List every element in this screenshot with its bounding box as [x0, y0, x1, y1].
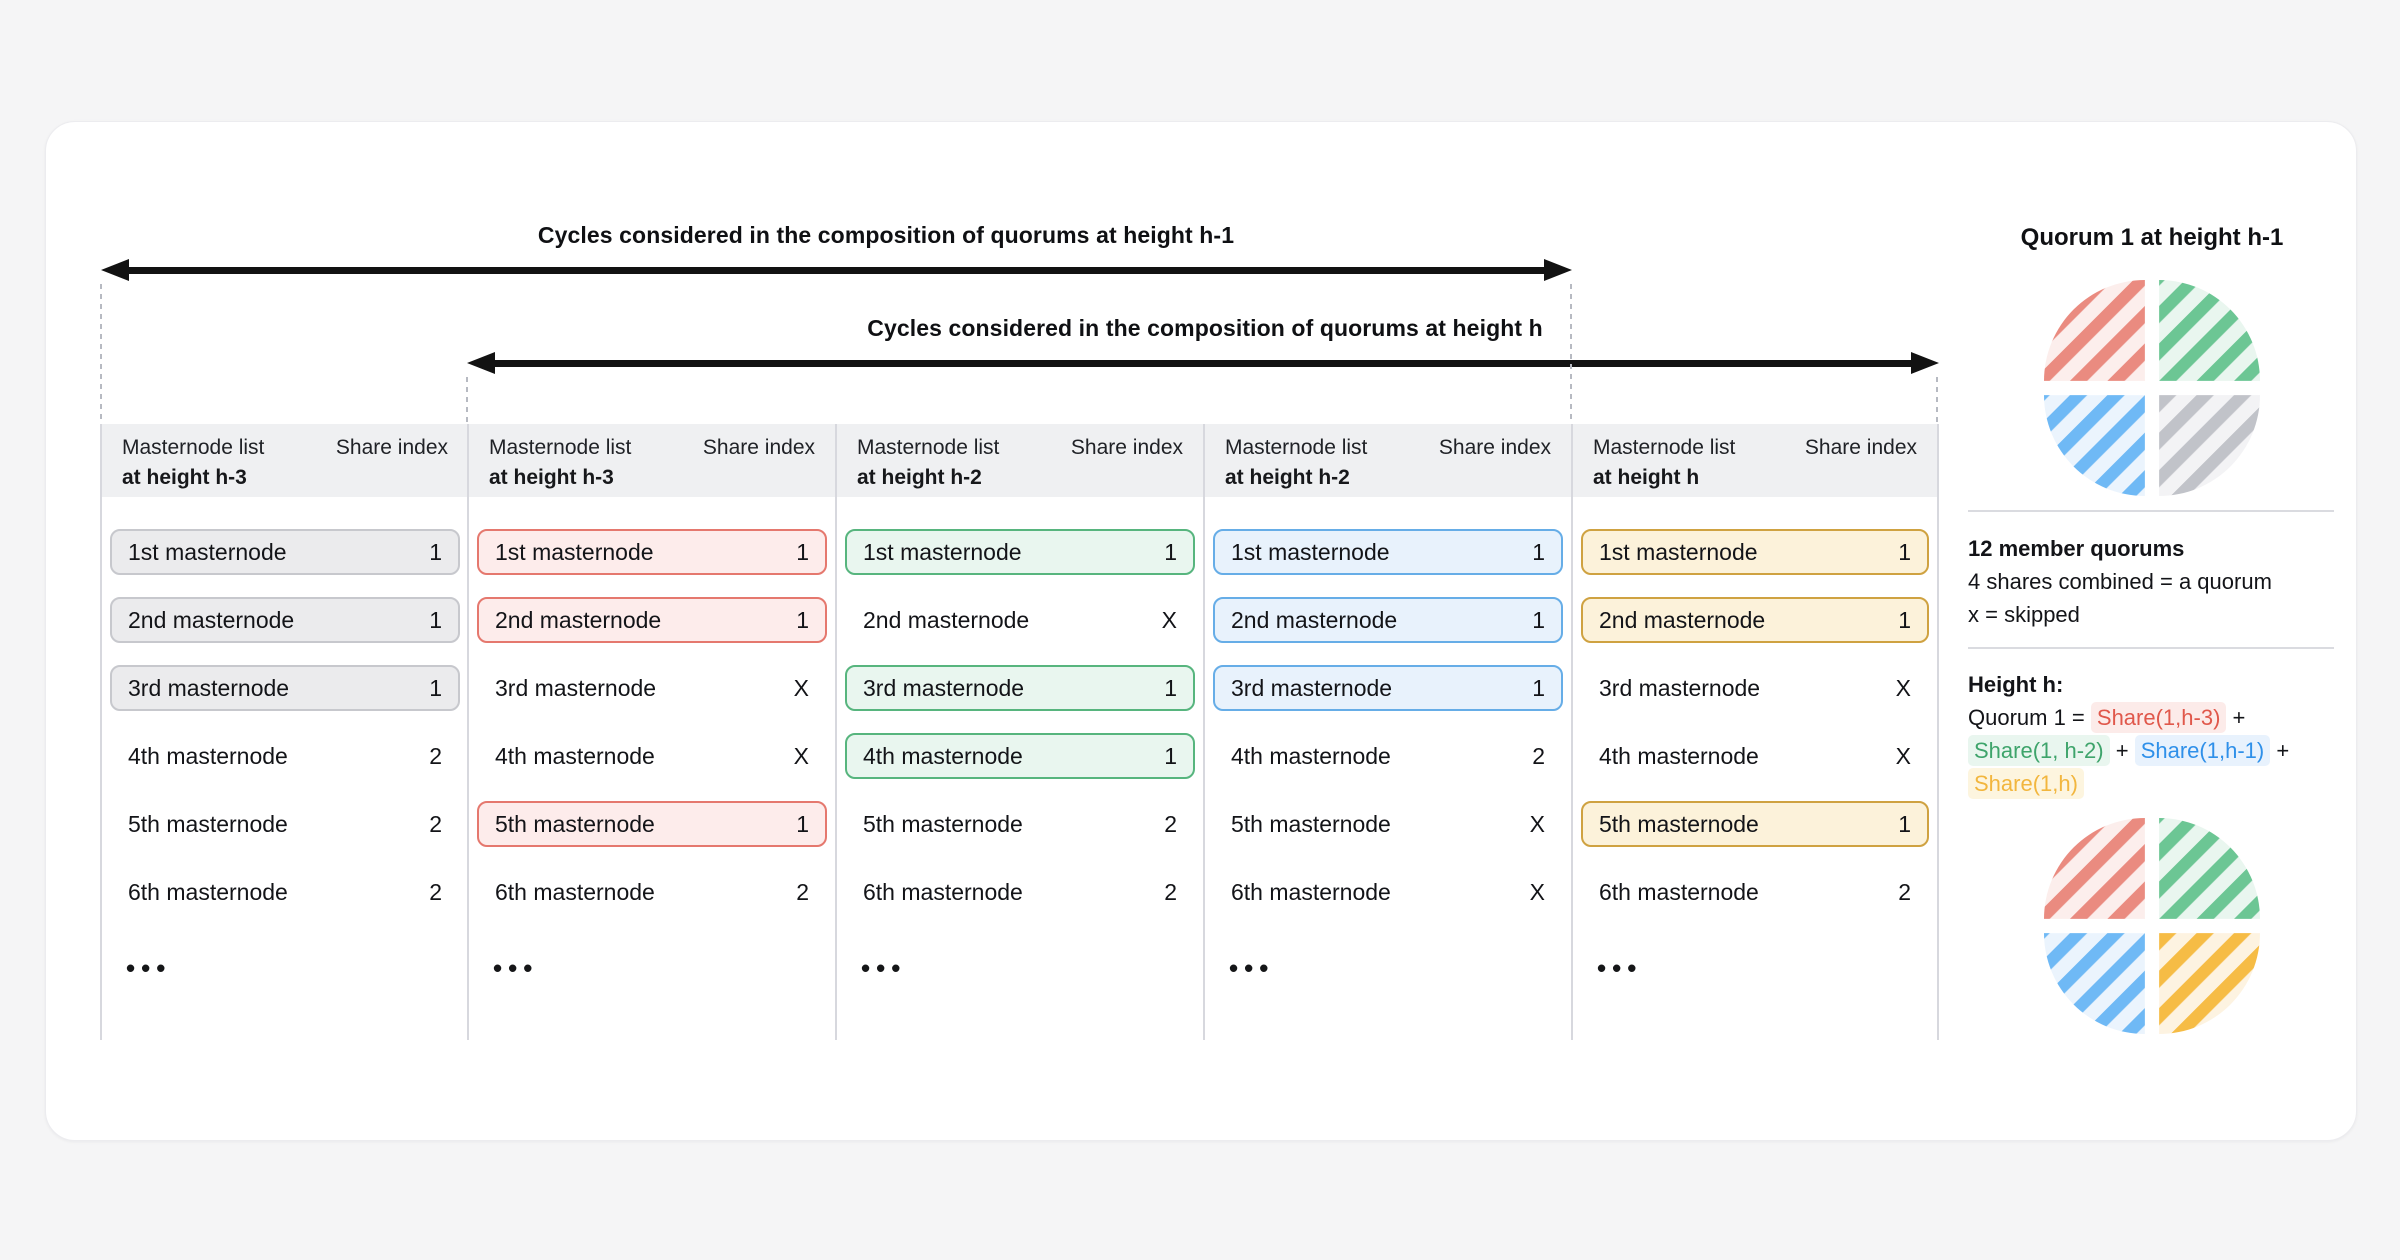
column-header-top-row [489, 436, 815, 460]
masternode-row-highlighted [1581, 529, 1929, 575]
plus-sign: + [2270, 738, 2290, 763]
column-header-height: at height h-3 [489, 466, 614, 489]
formula-line-3 [1968, 767, 2368, 800]
column-header [102, 424, 468, 497]
masternode-row-highlighted [845, 529, 1195, 575]
legend-members-line: 12 member quorums [1968, 536, 2185, 561]
masternode-row [1581, 733, 1929, 779]
cycles-range-h-arrow [467, 352, 1939, 374]
share-index-value: 2 [1898, 878, 1911, 905]
share-index-value: X [1529, 810, 1545, 837]
masternode-row-highlighted [110, 529, 460, 575]
share-index-value: 1 [796, 810, 809, 837]
share-index-value: 2 [429, 742, 442, 769]
column-header-height: at height h-2 [857, 466, 982, 489]
masternode-row-highlighted [477, 597, 827, 643]
column-header [837, 424, 1203, 497]
share-index-value: 1 [1164, 742, 1177, 769]
masternode-row-highlighted [110, 665, 460, 711]
side-panel-divider [1968, 647, 2334, 649]
cycles-quorums-h-1-label: Cycles considered in the composition of quorums at height h-1 [537, 222, 1235, 248]
arrow-right-icon [1544, 259, 1572, 281]
column-header-top-row [1593, 436, 1917, 460]
masternode-row [845, 597, 1195, 643]
legend-skipped-line: x = skipped [1968, 602, 2080, 627]
masternode-row [1581, 869, 1929, 915]
column-header-height: at height h-2 [1225, 466, 1350, 489]
masternode-label: 3rd masternode [495, 674, 657, 701]
share-h-1-term: Share(1,h-1) [2135, 735, 2271, 766]
share-index-value: 1 [1898, 606, 1911, 633]
pie-quadrant-blue-striped [2044, 933, 2145, 1034]
pie-quadrant-red-striped [2044, 818, 2145, 919]
share-index-value: X [793, 674, 809, 701]
column-header-top-row [857, 436, 1183, 460]
column-header-share-index: Share index [702, 436, 815, 459]
share-index-value: 1 [429, 538, 442, 565]
share-index-value: 1 [1898, 538, 1911, 565]
quorum-title: Quorum 1 at height h-1 [2020, 224, 2284, 251]
column-header [469, 424, 835, 497]
pie-quadrant-green-striped [2159, 280, 2260, 381]
share-index-value: 1 [1532, 606, 1545, 633]
masternode-list-column-5 [1571, 424, 1939, 1040]
plus-sign: + [2109, 738, 2135, 763]
masternode-row-highlighted [845, 665, 1195, 711]
pie-quadrant-gray-striped [2159, 395, 2260, 496]
share-h-2-term: Share(1, h-2) [1968, 735, 2110, 766]
dotted-guide-line [100, 284, 102, 424]
quorum-pie-h [2044, 818, 2260, 1034]
masternode-row-highlighted [1213, 597, 1563, 643]
share-index-value: X [1529, 878, 1545, 905]
more-rows-ellipsis-icon: ••• [1597, 953, 1643, 983]
masternode-label: 2nd masternode [863, 606, 1030, 633]
column-header-title: Masternode list [1593, 436, 1736, 459]
masternode-row [845, 801, 1195, 847]
formula-line-1 [1968, 701, 2368, 734]
masternode-row [110, 869, 460, 915]
masternode-label: 1st masternode [1231, 538, 1390, 565]
column-header-share-index: Share index [1804, 436, 1917, 459]
column-header-title: Masternode list [857, 436, 1000, 459]
masternode-rows [1205, 497, 1571, 915]
masternode-row [1581, 665, 1929, 711]
share-index-value: 2 [1532, 742, 1545, 769]
masternode-list-column-1 [100, 424, 468, 1040]
masternode-rows [1573, 497, 1937, 915]
column-header-title: Masternode list [1225, 436, 1368, 459]
height-h-formula [1968, 668, 2368, 800]
masternode-row [1213, 869, 1563, 915]
column-header-height: at height h-3 [122, 466, 247, 489]
masternode-row-highlighted [477, 529, 827, 575]
column-header [1573, 424, 1937, 497]
share-index-value: 1 [1532, 674, 1545, 701]
column-header-top-row [1225, 436, 1551, 460]
share-index-value: X [793, 742, 809, 769]
share-index-value: 1 [1898, 810, 1911, 837]
pie-quadrant-yellow-striped [2159, 933, 2260, 1034]
masternode-label: 4th masternode [863, 742, 1023, 769]
dotted-guide-line [466, 377, 468, 424]
quorum-legend [1968, 532, 2358, 631]
masternode-label: 1st masternode [863, 538, 1022, 565]
more-rows-ellipsis-icon: ••• [861, 953, 907, 983]
masternode-row-highlighted [1213, 665, 1563, 711]
masternode-label: 5th masternode [495, 810, 655, 837]
formula-prefix: Quorum 1 = [1968, 705, 2091, 730]
masternode-label: 4th masternode [1599, 742, 1759, 769]
share-index-value: 1 [429, 606, 442, 633]
column-header-title: Masternode list [489, 436, 632, 459]
legend-shares-line: 4 shares combined = a quorum [1968, 569, 2272, 594]
dotted-guide-line [1570, 284, 1572, 424]
side-panel-divider [1968, 510, 2334, 512]
masternode-rows [102, 497, 468, 915]
formula-heading: Height h: [1968, 672, 2064, 697]
masternode-list-column-2 [467, 424, 835, 1040]
pie-quadrant-green-striped [2159, 818, 2260, 919]
column-header-height: at height h [1593, 466, 1700, 489]
share-index-value: 1 [1532, 538, 1545, 565]
more-rows-ellipsis-icon: ••• [493, 953, 539, 983]
arrow-shaft [117, 267, 1556, 274]
arrow-shaft [483, 360, 1923, 367]
share-index-value: 2 [796, 878, 809, 905]
masternode-row-highlighted [1581, 597, 1929, 643]
masternode-label: 5th masternode [1599, 810, 1759, 837]
masternode-label: 1st masternode [128, 538, 287, 565]
formula-line-2 [1968, 734, 2368, 767]
share-index-value: 1 [429, 674, 442, 701]
dotted-guide-line [1936, 377, 1938, 424]
masternode-label: 2nd masternode [495, 606, 662, 633]
quorum-pie-h-1 [2044, 280, 2260, 496]
masternode-label: 3rd masternode [1231, 674, 1393, 701]
masternode-label: 6th masternode [1231, 878, 1391, 905]
masternode-label: 5th masternode [863, 810, 1023, 837]
masternode-row-highlighted [1581, 801, 1929, 847]
share-index-value: 2 [429, 810, 442, 837]
share-index-value: 1 [796, 606, 809, 633]
masternode-label: 6th masternode [495, 878, 655, 905]
masternode-label: 6th masternode [1599, 878, 1759, 905]
share-index-value: X [1895, 742, 1911, 769]
column-header-share-index: Share index [1438, 436, 1551, 459]
masternode-row-highlighted [1213, 529, 1563, 575]
masternode-label: 4th masternode [128, 742, 288, 769]
share-index-value: 2 [1164, 878, 1177, 905]
masternode-row [477, 869, 827, 915]
masternode-label: 3rd masternode [128, 674, 290, 701]
masternode-rows [837, 497, 1203, 915]
masternode-label: 6th masternode [128, 878, 288, 905]
masternode-list-column-3 [835, 424, 1203, 1040]
masternode-label: 1st masternode [1599, 538, 1758, 565]
masternode-row [110, 801, 460, 847]
masternode-label: 6th masternode [863, 878, 1023, 905]
plus-sign: + [2226, 705, 2246, 730]
arrow-right-icon [1911, 352, 1939, 374]
masternode-label: 5th masternode [1231, 810, 1391, 837]
share-index-value: 1 [1164, 674, 1177, 701]
share-h-term: Share(1,h) [1968, 768, 2084, 799]
masternode-row-highlighted [845, 733, 1195, 779]
share-index-value: 1 [796, 538, 809, 565]
masternode-label: 2nd masternode [1231, 606, 1398, 633]
masternode-label: 3rd masternode [863, 674, 1025, 701]
masternode-row [845, 869, 1195, 915]
cycles-quorums-h-label: Cycles considered in the composition of quorums at height h [867, 315, 1543, 341]
masternode-label: 3rd masternode [1599, 674, 1761, 701]
share-h-3-term: Share(1,h-3) [2091, 702, 2227, 733]
masternode-row [1213, 801, 1563, 847]
column-header-share-index: Share index [335, 436, 448, 459]
masternode-rows [469, 497, 835, 915]
column-header-share-index: Share index [1070, 436, 1183, 459]
masternode-row [477, 665, 827, 711]
masternode-row [1213, 733, 1563, 779]
pie-quadrant-blue-striped [2044, 395, 2145, 496]
masternode-row-highlighted [110, 597, 460, 643]
column-header [1205, 424, 1571, 497]
more-rows-ellipsis-icon: ••• [1229, 953, 1275, 983]
masternode-label: 4th masternode [1231, 742, 1391, 769]
column-header-top-row [122, 436, 448, 460]
masternode-label: 2nd masternode [1599, 606, 1766, 633]
more-rows-ellipsis-icon: ••• [126, 953, 172, 983]
masternode-row [477, 733, 827, 779]
pie-quadrant-red-striped [2044, 280, 2145, 381]
masternode-label: 1st masternode [495, 538, 654, 565]
masternode-label: 4th masternode [495, 742, 655, 769]
masternode-label: 5th masternode [128, 810, 288, 837]
masternode-row [110, 733, 460, 779]
share-index-value: 2 [1164, 810, 1177, 837]
masternode-row-highlighted [477, 801, 827, 847]
masternode-list-column-4 [1203, 424, 1571, 1040]
column-header-title: Masternode list [122, 436, 265, 459]
cycles-range-h-1-arrow [101, 259, 1572, 281]
share-index-value: 2 [429, 878, 442, 905]
share-index-value: X [1895, 674, 1911, 701]
share-index-value: 1 [1164, 538, 1177, 565]
masternode-label: 2nd masternode [128, 606, 295, 633]
share-index-value: X [1161, 606, 1177, 633]
